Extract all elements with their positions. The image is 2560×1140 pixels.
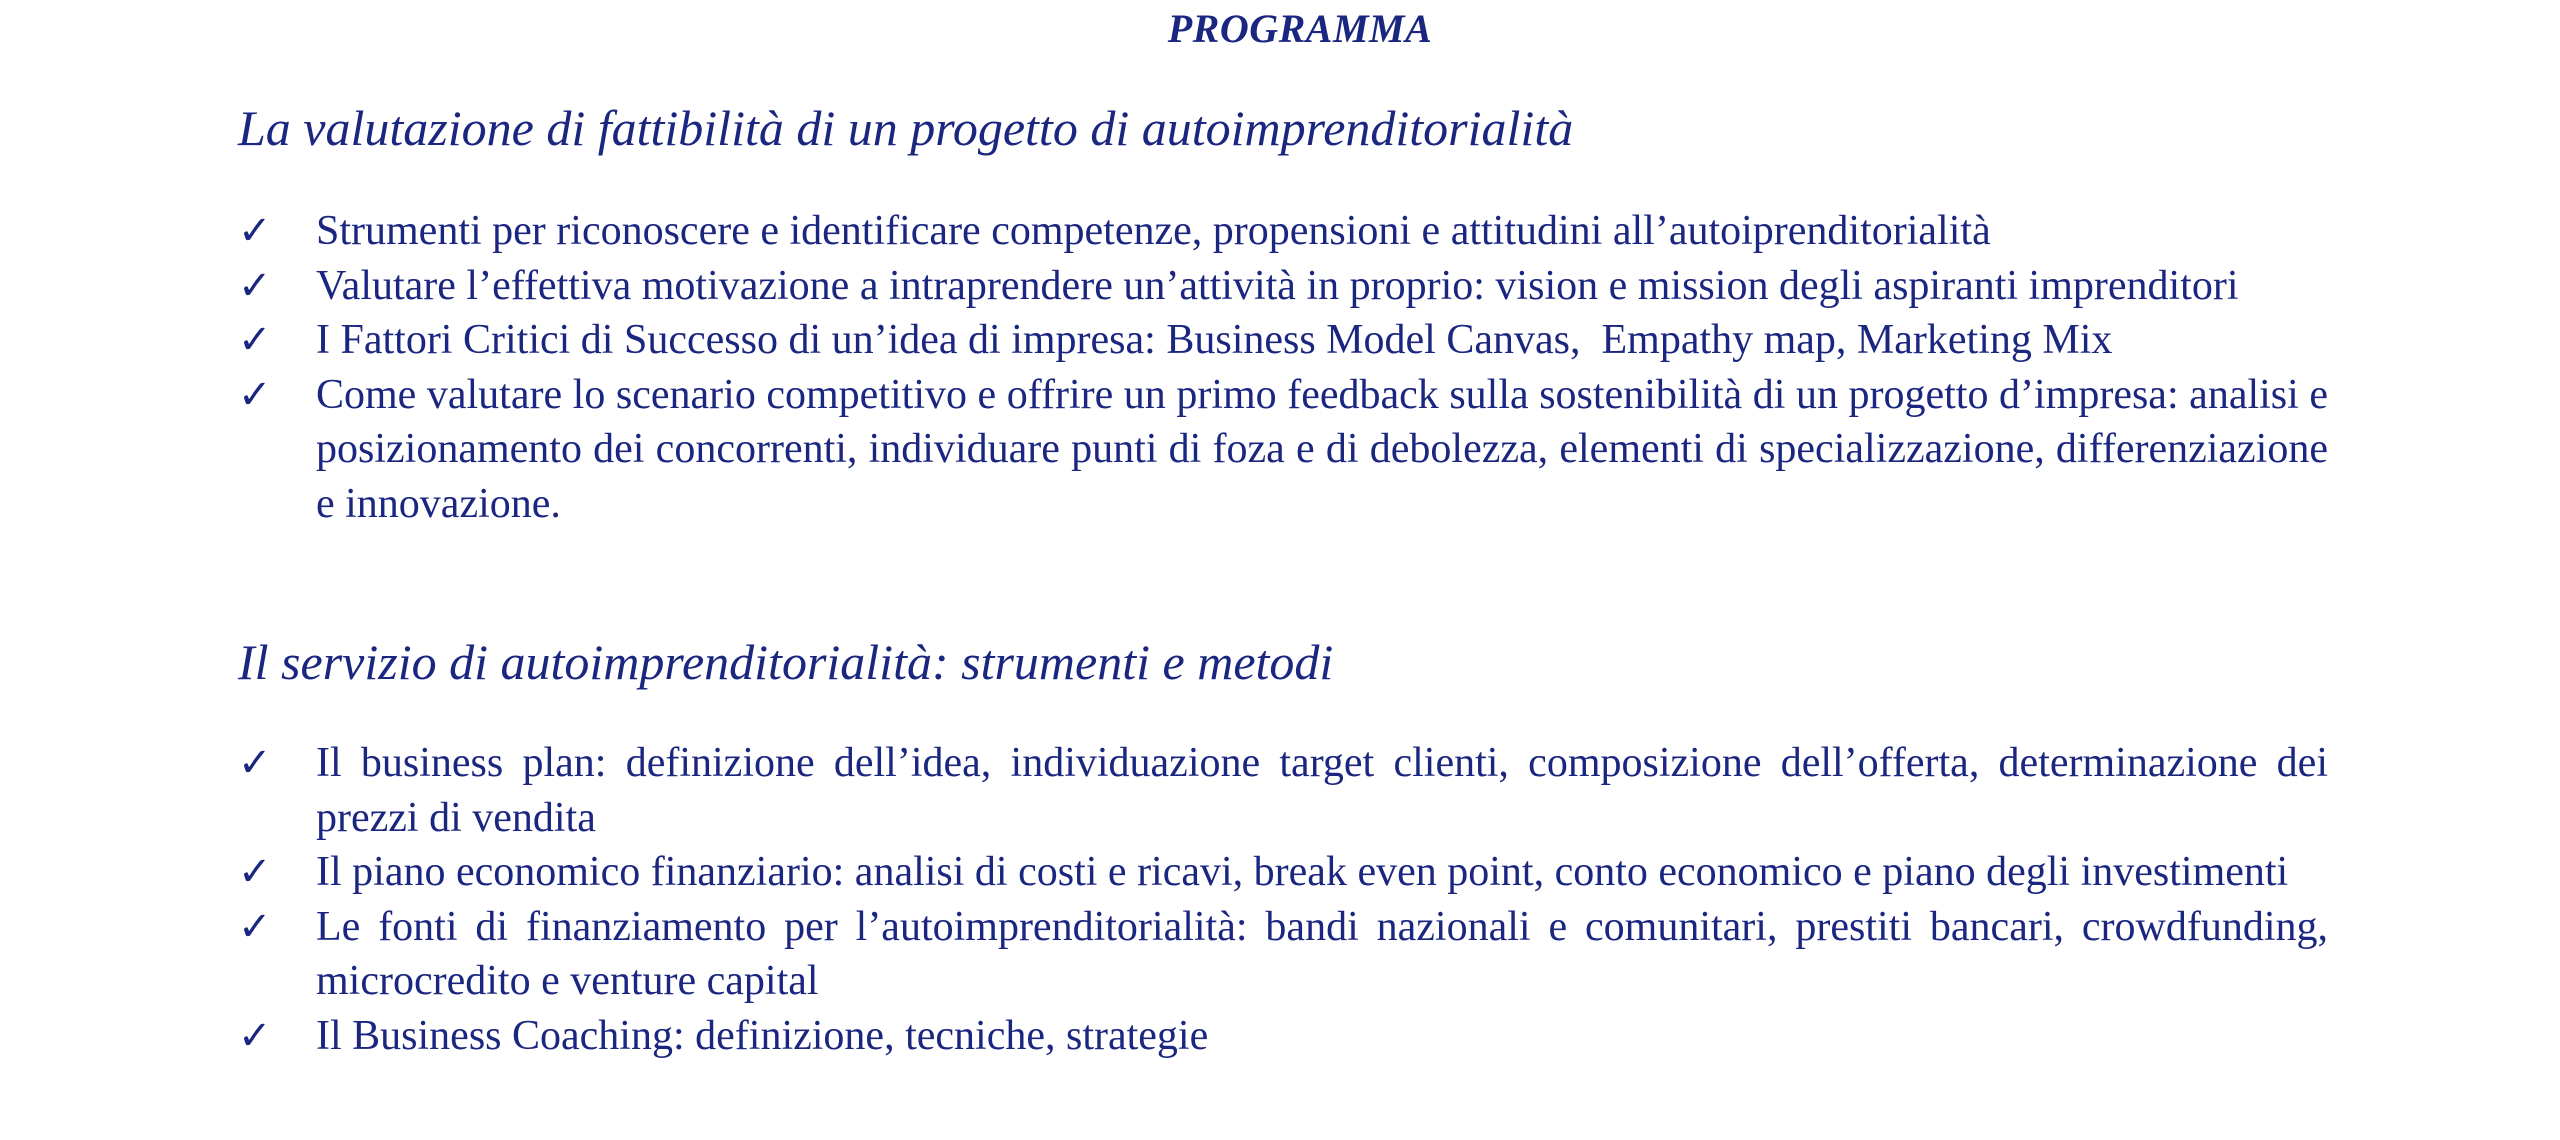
list-item-text: I Fattori Critici di Successo di un’idea di impresa: Business Model Canvas, Empathy map, Marketing Mix bbox=[316, 317, 2113, 363]
list-item-text: Le fonti di finanziamento per l’autoimprenditorialità: bandi nazionali e comunitari, prestiti bancari, crowdfunding, microcredito e venture capital bbox=[316, 903, 2328, 1004]
checkmark-icon: ✓ bbox=[238, 317, 272, 362]
list-item-text: Il business plan: definizione dell’idea, individuazione target clienti, composizione dell’offerta, determinazione dei prezzi di vendita bbox=[316, 740, 2328, 841]
section-heading-service: Il servizio di autoimprenditorialità: strumenti e metodi bbox=[238, 634, 1334, 690]
list-item bbox=[238, 368, 2328, 532]
list-item bbox=[238, 1009, 2328, 1064]
list-item-text: Strumenti per riconoscere e identificare competenze, propensioni e attitudini all’autoiprenditorialità bbox=[316, 208, 1991, 254]
list-item bbox=[238, 900, 2328, 1009]
service-list bbox=[238, 736, 2328, 1063]
feasibility-list bbox=[238, 204, 2328, 531]
checkmark-icon: ✓ bbox=[238, 849, 272, 894]
checkmark-icon: ✓ bbox=[238, 740, 272, 785]
list-item bbox=[238, 845, 2328, 900]
list-item-text: Valutare l’effettiva motivazione a intraprendere un’attività in proprio: vision e mission degli aspiranti imprenditori bbox=[316, 262, 2239, 309]
list-item-text: Il piano economico finanziario: analisi di costi e ricavi, break even point, conto economico e piano degli investimenti bbox=[316, 849, 2289, 895]
checkmark-icon: ✓ bbox=[238, 371, 272, 417]
list-item bbox=[238, 259, 2328, 314]
list-item-text: Il Business Coaching: definizione, tecniche, strategie bbox=[316, 1012, 1209, 1059]
section-heading-feasibility: La valutazione di fattibilità di un progetto di autoimprenditorialità bbox=[238, 100, 1574, 156]
checkmark-icon: ✓ bbox=[238, 903, 272, 949]
document-title: PROGRAMMA bbox=[1167, 6, 1433, 51]
checkmark-icon: ✓ bbox=[238, 1012, 272, 1058]
list-item-text: Come valutare lo scenario competitivo e offrire un primo feedback sulla sostenibilità di un progetto d’impresa: analisi e posizionamento dei concorrenti, individuare punti di foza e di debolezza, elementi di specializzazione, differenziazione e innovazione. bbox=[316, 371, 2328, 527]
list-item bbox=[238, 313, 2328, 368]
checkmark-icon: ✓ bbox=[238, 208, 272, 253]
checkmark-icon: ✓ bbox=[238, 262, 272, 308]
list-item bbox=[238, 204, 2328, 259]
list-item bbox=[238, 736, 2328, 845]
